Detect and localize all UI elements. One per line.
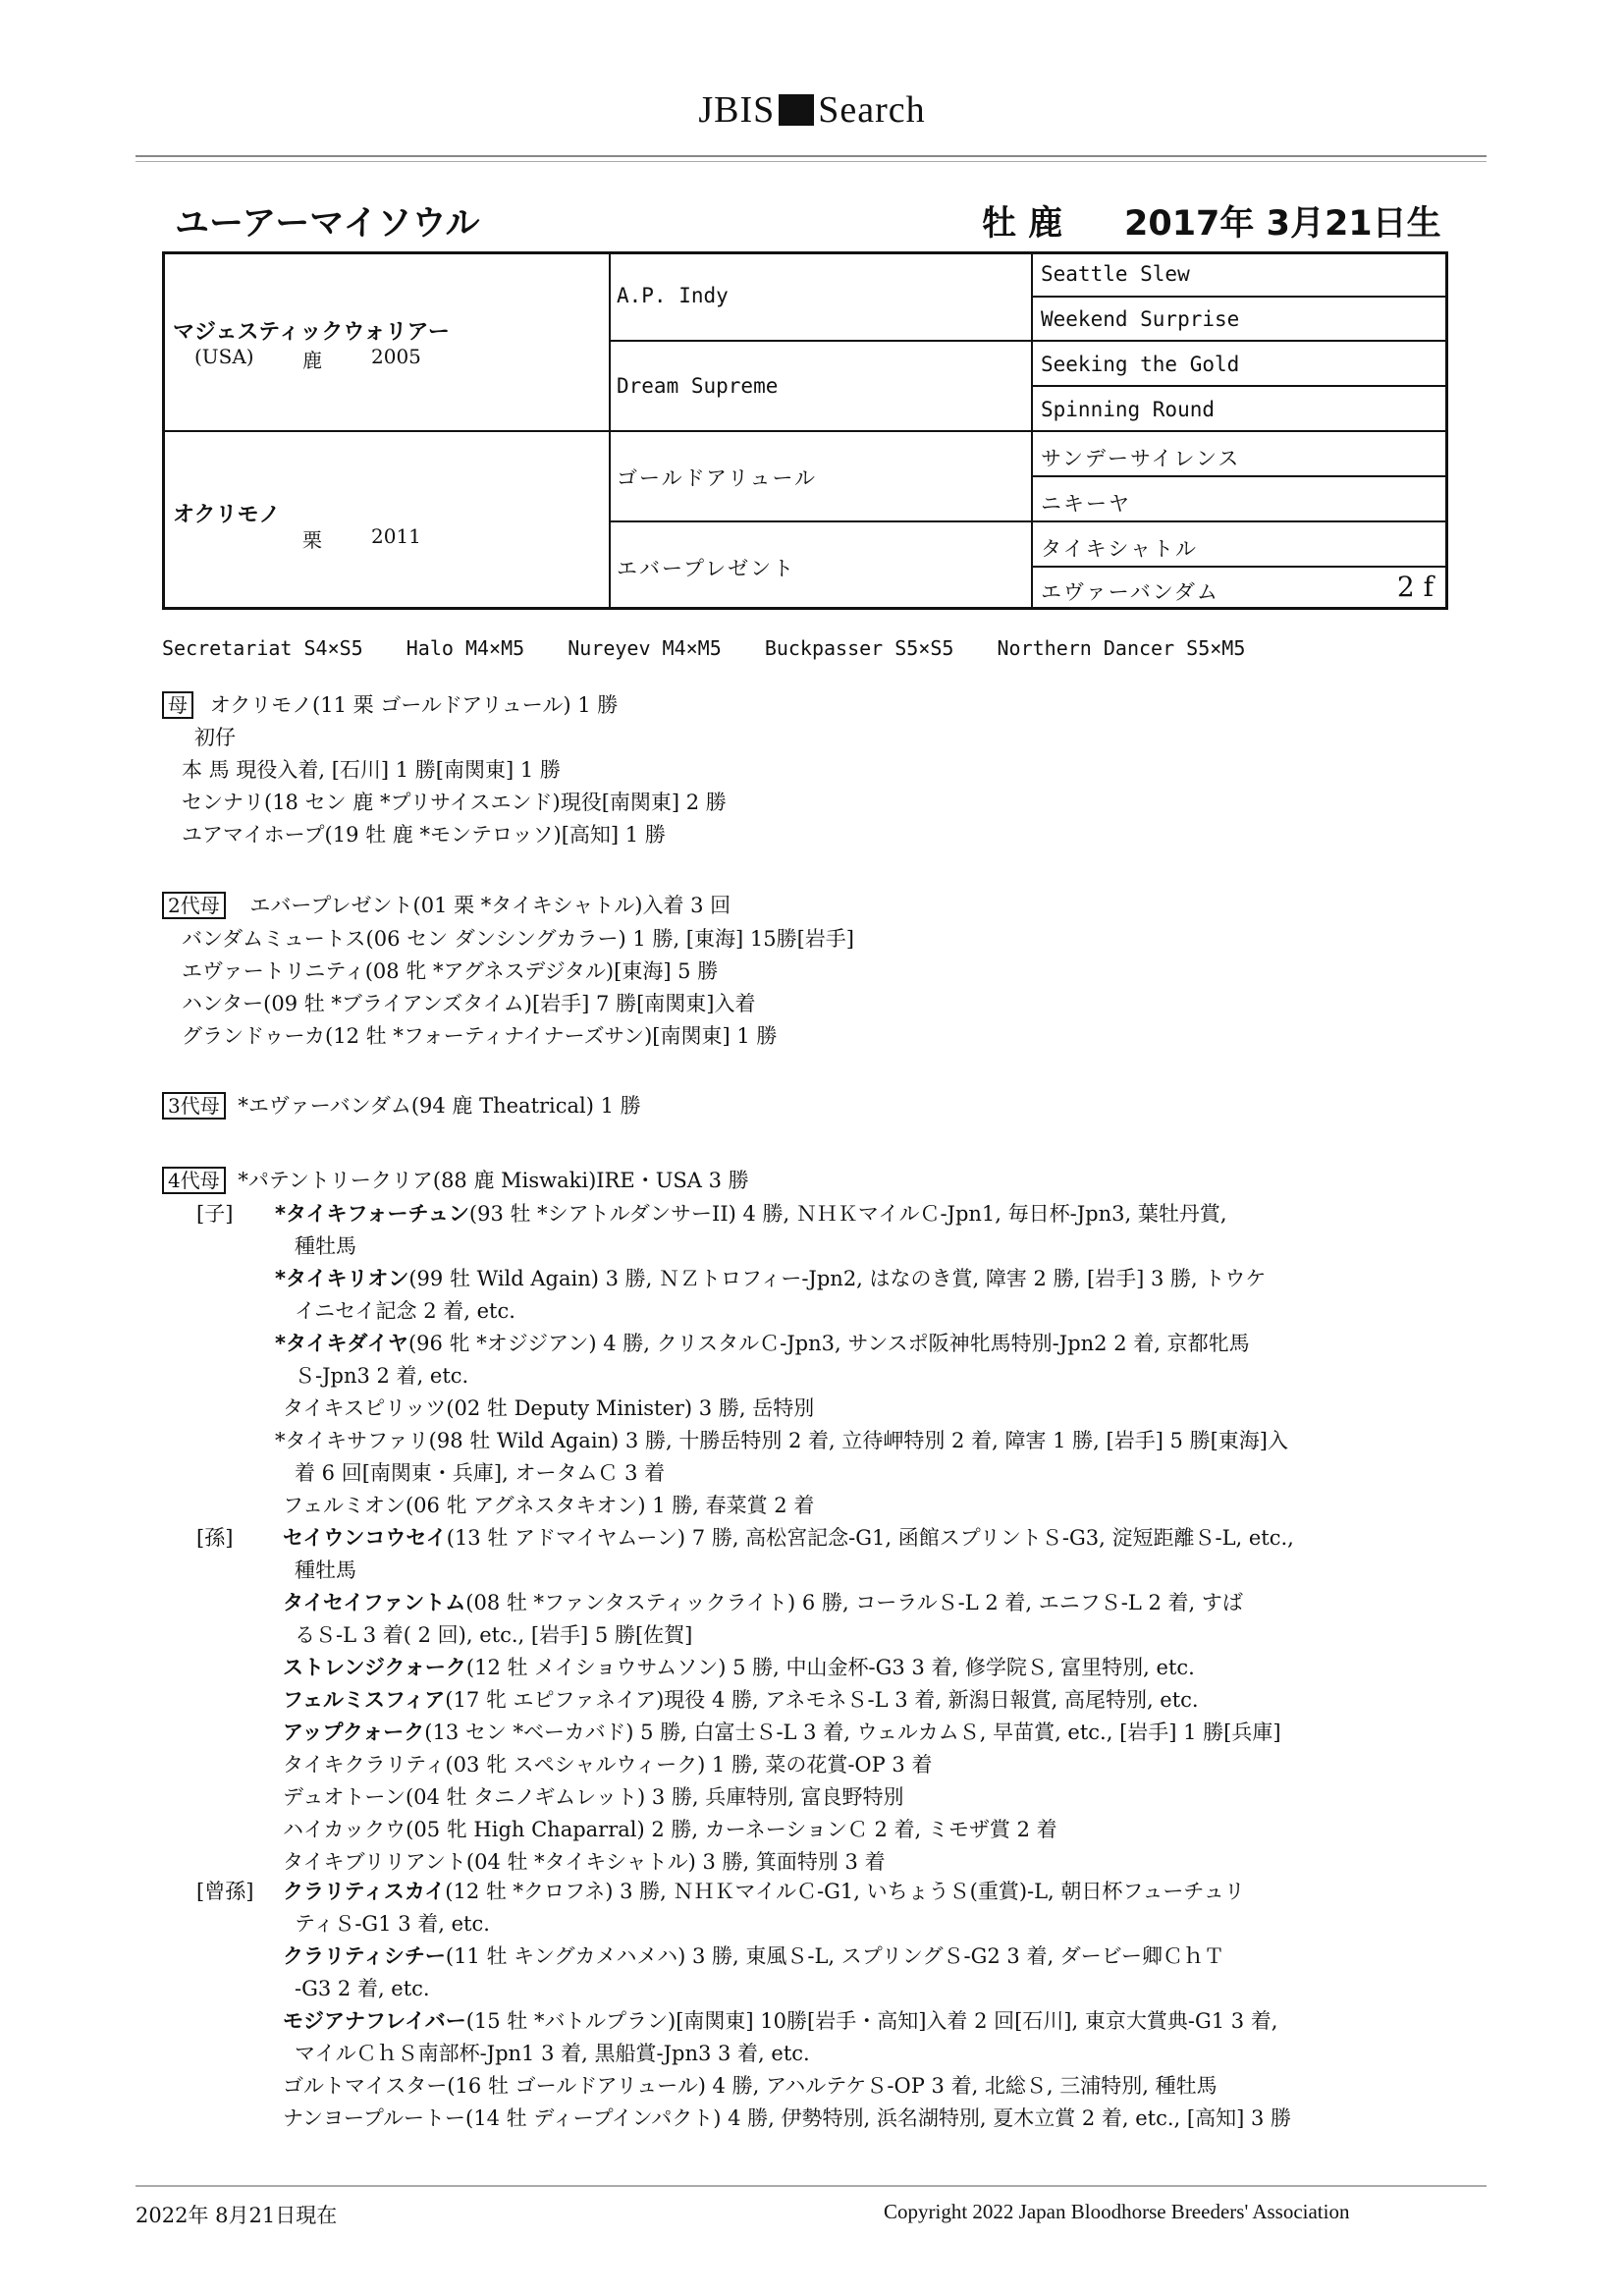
descendant-detail: ナンヨープルートー(14 牡 ディープインパクト) 4 勝, 伊勢特別, 浜名湖特別, 夏木立賞 2 着, etc., [高知] 3 勝: [283, 2106, 1292, 2130]
descendant-row: [283, 1941, 1224, 1970]
inbreeding-item: Nureyev M4×M5: [568, 636, 722, 660]
descendant-detail: -G3 2 着, etc.: [295, 1977, 430, 2000]
descendant-detail: (15 牡 *バトルプラン)[南関東] 10勝[岩手・高知]入着 2 回[石川], 東京大賞典-G1 3 着,: [465, 2009, 1278, 2033]
dam-name: オクリモノ: [173, 503, 281, 527]
dam-first-foal: 初仔: [194, 726, 236, 749]
logo-text-right: Search: [818, 89, 926, 131]
descendant-detail: 種牡馬: [295, 1558, 356, 1582]
family-number: 2 f: [1396, 571, 1434, 603]
pedigree-divider: [609, 340, 1445, 342]
descendant-row: [283, 1587, 1243, 1616]
descendant-detail: ハイカックウ(05 牝 High Chaparral) 2 勝, カーネーションＣ 2 着, ミモザ賞 2 着: [283, 1818, 1057, 1841]
descendant-name: セイウンコウセイ: [283, 1526, 447, 1550]
inbreeding-line: [162, 636, 1276, 660]
descendant-name: アップクォーク: [283, 1721, 425, 1744]
descendant-row: [295, 1619, 692, 1649]
third-dam-line: *エヴァーバンダム(94 鹿 Theatrical) 1 勝: [238, 1094, 641, 1118]
footer-date: 2022年 8月21日現在: [135, 2204, 338, 2227]
descendant-detail: タイキスピリッツ(02 牡 Deputy Minister) 3 勝, 岳特別: [283, 1396, 815, 1420]
second-dam-offspring-row: グランドゥーカ(12 牡 *フォーティナイナーズサン)[南関東] 1 勝: [182, 1024, 778, 1048]
descendant-name: *タイキフォーチュン: [275, 1202, 469, 1226]
descendant-row: [295, 1555, 356, 1584]
descendant-detail: (96 牝 *オジジアン) 4 勝, クリスタルＣ-Jpn3, サンスポ阪神牝馬特別-Jpn2 2 着, 京都牝馬: [407, 1332, 1250, 1355]
descendant-row: [283, 2070, 1218, 2100]
gen3-7: タイキシャトル: [1041, 537, 1198, 561]
descendant-row: [283, 1846, 886, 1876]
gen2-sire-sire: A.P. Indy: [617, 284, 729, 307]
descendant-row: [283, 1652, 1195, 1681]
descendant-row: [275, 1263, 1266, 1292]
descendant-name: ストレンジクォーク: [283, 1656, 466, 1679]
descendant-detail: *タイキサファリ(98 牡 Wild Again) 3 勝, 十勝岳特別 2 着, 立待岬特別 2 着, 障害 1 勝, [岩手] 5 勝[東海]入: [275, 1429, 1288, 1452]
descendant-detail: タイキブリリアント(04 牡 *タイキシャトル) 3 勝, 箕面特別 3 着: [283, 1850, 886, 1874]
header-rule-thin: [135, 161, 1487, 162]
second-dam-offspring-row: エヴァートリニティ(08 牝 *アグネスデジタル)[東海] 5 勝: [182, 959, 719, 983]
descendant-row: [275, 1425, 1288, 1454]
descendant-detail: (13 牡 アドマイヤムーン) 7 勝, 高松宮記念-G1, 函館スプリントＳ-G3, 淀短距離Ｓ-L, etc.,: [446, 1526, 1294, 1550]
third-dam-tag: 3代母: [162, 1092, 226, 1120]
pedigree-table: [162, 251, 1448, 610]
descendant-detail: (11 牡 キングカメハメハ) 3 勝, 東風Ｓ-L, スプリングＳ-G2 3 着, ダービー卿ＣｈＴ: [445, 1944, 1224, 1968]
descendant-name: *タイキリオン: [275, 1267, 409, 1290]
dam-color: 栗: [302, 528, 322, 552]
descendant-row: [295, 1360, 468, 1390]
descendant-name: クラリティシチー: [283, 1944, 446, 1968]
descendant-detail: 種牡馬: [295, 1234, 356, 1258]
gen3-2: Weekend Surprise: [1041, 307, 1240, 331]
descendant-row: [283, 1814, 1057, 1843]
descendant-detail: (13 セン *ベーカバド) 5 勝, 白富士Ｓ-L 3 着, ウェルカムＳ, 早苗賞, etc., [岩手] 1 勝[兵庫]: [424, 1721, 1281, 1744]
fourth-dam-section: [162, 1165, 749, 1194]
descendant-row: [283, 1684, 1199, 1714]
descendant-detail: 着 6 回[南関東・兵庫], オータムＣ 3 着: [295, 1461, 666, 1485]
descendant-row: [283, 1522, 1294, 1552]
jbis-logo: [0, 88, 1624, 132]
gen2-dam-sire: ゴールドアリュール: [617, 466, 818, 490]
gen3-4: Spinning Round: [1041, 398, 1216, 421]
gen3-6: ニキーヤ: [1041, 492, 1131, 516]
descendant-row: [283, 1490, 814, 1519]
pedigree-divider: [165, 430, 1445, 432]
sire-name: マジェスティックウォリアー: [173, 320, 450, 345]
dam-offspring-row: ユアマイホープ(19 牡 鹿 *モンテロッソ)[高知] 1 勝: [182, 823, 666, 847]
gen2-dam-dam: エバープレゼント: [617, 557, 796, 580]
descendant-row: [295, 2038, 810, 2067]
descendant-detail: (12 牡 メイショウサムソン) 5 勝, 中山金杯-G3 3 着, 修学院Ｓ, 富里特別, etc.: [465, 1656, 1195, 1679]
descendant-detail: マイルＣｈＳ南部杯-Jpn1 3 着, 黒船賞-Jpn3 3 着, etc.: [295, 2042, 810, 2065]
descendant-detail: デュオトーン(04 牡 タニノギムレット) 3 勝, 兵庫特別, 富良野特別: [283, 1785, 904, 1809]
gen3-5: サンデーサイレンス: [1041, 447, 1241, 470]
descendant-row: [283, 1876, 1245, 1905]
dam-offspring-row: 本 馬 現役入着, [石川] 1 勝[南関東] 1 勝: [182, 758, 561, 782]
inbreeding-item: Buckpasser S5×S5: [764, 636, 954, 660]
gen2-sire-dam: Dream Supreme: [617, 374, 779, 398]
descendant-row: [283, 1717, 1281, 1746]
pedigree-divider: [1031, 475, 1445, 477]
descendant-detail: るＳ-L 3 着( 2 回), etc., [岩手] 5 勝[佐賀]: [295, 1623, 693, 1647]
descendant-row: [283, 1749, 932, 1778]
second-dam-offspring-row: ハンター(09 牡 *ブライアンズタイム)[岩手] 7 勝[南関東]入着: [182, 992, 756, 1015]
sire-origin: (USA): [194, 345, 254, 368]
header-rule: [135, 155, 1487, 157]
sire-color: 鹿: [302, 349, 322, 372]
horse-sex-color: 牡 鹿: [982, 204, 1063, 244]
descendant-name: モジアナフレイバー: [283, 2009, 466, 2033]
gen3-1: Seattle Slew: [1041, 262, 1190, 286]
label-child: [子]: [196, 1202, 234, 1226]
descendant-row: [295, 1295, 515, 1325]
descendant-detail: (93 牡 *シアトルダンサーII) 4 勝, ＮＨＫマイルＣ-Jpn1, 毎日杯-Jpn3, 葉牡丹賞,: [468, 1202, 1227, 1226]
label-grandchild: [孫]: [196, 1526, 234, 1550]
dam-line: オクリモノ(11 栗 ゴールドアリュール) 1 勝: [209, 693, 619, 717]
descendant-row: [283, 1781, 904, 1811]
second-dam-section: [162, 890, 731, 919]
descendant-name: タイセイファントム: [283, 1591, 466, 1614]
dam-tag: 母: [162, 691, 193, 719]
pedigree-divider: [609, 520, 1445, 522]
fourth-dam-tag: 4代母: [162, 1167, 226, 1194]
descendant-row: [275, 1198, 1227, 1228]
inbreeding-item: Halo M4×M5: [406, 636, 525, 660]
descendant-detail: (12 牡 *クロフネ) 3 勝, ＮＨＫマイルＣ-G1, いちょうＳ(重賞)-L, 朝日杯フューチュリ: [445, 1880, 1245, 1903]
descendant-row: [295, 1457, 665, 1487]
logo-text-left: JBIS: [698, 89, 776, 131]
pedigree-divider: [1031, 385, 1445, 387]
second-dam-tag: 2代母: [162, 892, 226, 919]
descendant-row: [295, 1230, 356, 1260]
gen3-8: エヴァーバンダム: [1041, 580, 1219, 604]
horse-name: ユーアーマイソウル: [175, 204, 480, 244]
dam-offspring-row: センナリ(18 セン 鹿 *プリサイスエンド)現役[南関東] 2 勝: [182, 791, 727, 814]
descendant-detail: ゴルトマイスター(16 牡 ゴールドアリュール) 4 勝, アハルテケＳ-OP 3 着, 北総Ｓ, 三浦特別, 種牡馬: [283, 2074, 1218, 2098]
inbreeding-item: Secretariat S4×S5: [162, 636, 363, 660]
descendant-row: [283, 2103, 1291, 2132]
label-great-grandchild: [曾孫]: [196, 1880, 254, 1903]
descendant-row: [283, 1393, 814, 1422]
descendant-name: フェルミスフィア: [283, 1688, 446, 1712]
pedigree-divider: [1031, 566, 1445, 568]
fourth-dam-line: *パテントリークリア(88 鹿 Miswaki)IRE・USA 3 勝: [238, 1169, 749, 1192]
horse-birth-date: 2017年 3月21日生: [1124, 204, 1441, 244]
descendant-detail: ティＳ-G1 3 着, etc.: [295, 1912, 490, 1936]
footer-copyright: Copyright 2022 Japan Bloodhorse Breeders' Association: [884, 2200, 1350, 2223]
third-dam-section: [162, 1090, 641, 1120]
second-dam-line: エバープレゼント(01 栗 *タイキシャトル)入着 3 回: [249, 894, 731, 917]
descendant-row: [283, 2005, 1277, 2035]
descendant-detail: (99 牡 Wild Again) 3 勝, ＮＺトロフィー-Jpn2, はなのき賞, 障害 2 勝, [岩手] 3 勝, トウケ: [408, 1267, 1267, 1290]
pedigree-divider: [1031, 296, 1445, 298]
inbreeding-item: Northern Dancer S5×M5: [997, 636, 1246, 660]
descendant-detail: (17 牝 エピファネイア)現役 4 勝, アネモネＳ-L 3 着, 新潟日報賞, 高尾特別, etc.: [445, 1688, 1199, 1712]
descendant-detail: (08 牡 *ファンタスティックライト) 6 勝, コーラルＳ-L 2 着, エニフＳ-L 2 着, すば: [465, 1591, 1243, 1614]
second-dam-offspring-row: バンダムミュートス(06 セン ダンシングカラー) 1 勝, [東海] 15勝[岩手]: [182, 927, 854, 951]
footer-rule: [135, 2185, 1487, 2187]
descendant-row: [295, 1973, 430, 2002]
gen3-3: Seeking the Gold: [1041, 353, 1240, 376]
descendant-detail: Ｓ-Jpn3 2 着, etc.: [295, 1364, 469, 1388]
dam-section: [162, 689, 618, 719]
descendant-detail: イニセイ記念 2 着, etc.: [295, 1299, 515, 1323]
descendant-name: *タイキダイヤ: [275, 1332, 408, 1355]
descendant-name: クラリティスカイ: [283, 1880, 446, 1903]
descendant-detail: フェルミオン(06 牝 アグネスタキオン) 1 勝, 春菜賞 2 着: [283, 1494, 815, 1517]
logo-horse-icon: [779, 94, 814, 126]
descendant-row: [275, 1328, 1250, 1357]
dam-year: 2011: [371, 524, 421, 548]
sire-year: 2005: [371, 345, 421, 368]
descendant-detail: タイキクラリティ(03 牝 スペシャルウィーク) 1 勝, 菜の花賞-OP 3 着: [283, 1753, 933, 1777]
descendant-row: [295, 1908, 490, 1938]
